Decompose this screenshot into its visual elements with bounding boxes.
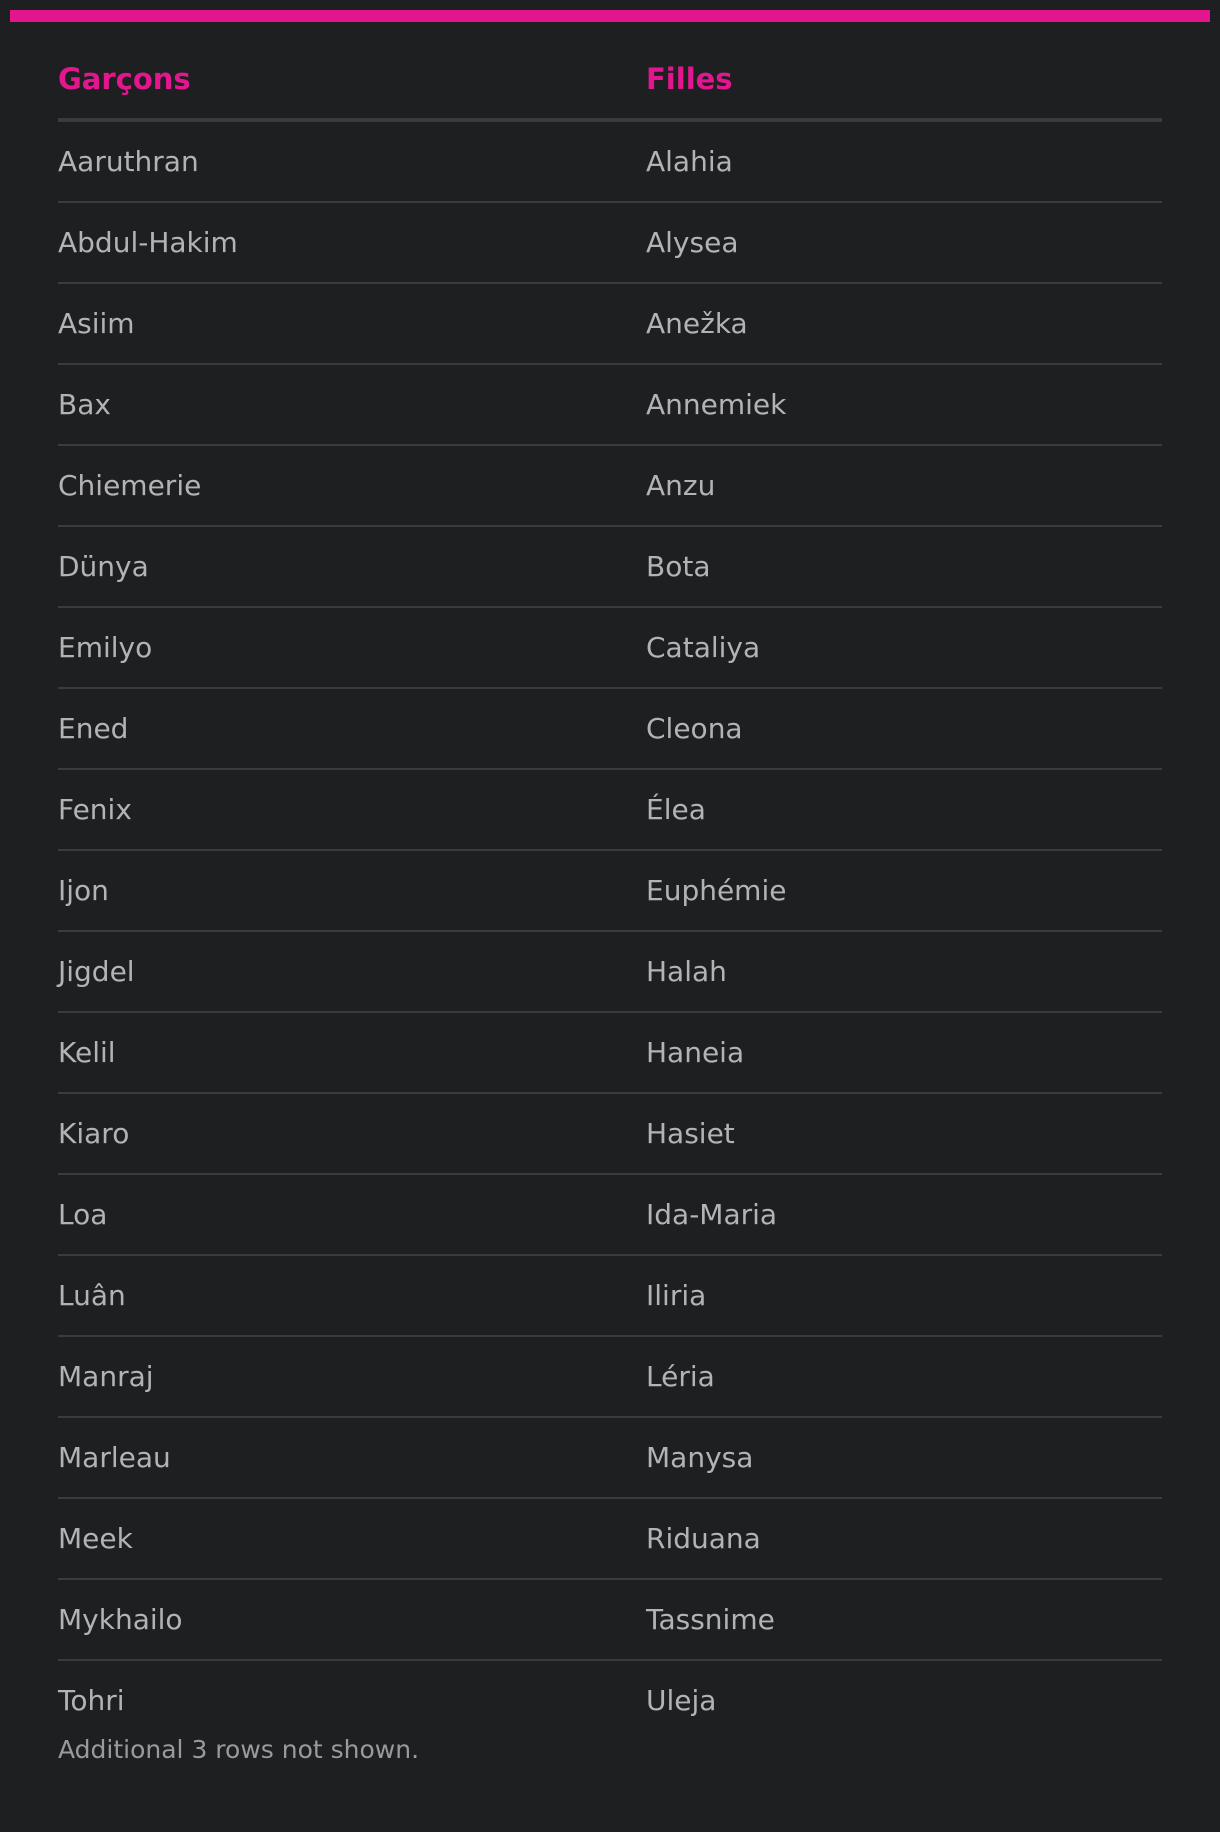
boy-name-cell: Jigdel <box>58 931 646 1012</box>
table-row <box>58 931 1162 1012</box>
boy-name-cell: Kelil <box>58 1012 646 1093</box>
boy-name-cell: Ijon <box>58 850 646 931</box>
girl-name-cell: Halah <box>646 931 1162 1012</box>
table-row <box>58 1579 1162 1660</box>
boy-name-cell: Bax <box>58 364 646 445</box>
girl-name-cell: Haneia <box>646 1012 1162 1093</box>
girl-name-cell: Manysa <box>646 1417 1162 1498</box>
table-row <box>58 1336 1162 1417</box>
table-header <box>58 40 1162 120</box>
table-row <box>58 1174 1162 1255</box>
girl-name-cell: Alahia <box>646 120 1162 202</box>
boy-name-cell: Abdul-Hakim <box>58 202 646 283</box>
boy-name-cell: Meek <box>58 1498 646 1579</box>
table-row <box>58 1660 1162 1740</box>
girl-name-cell: Cataliya <box>646 607 1162 688</box>
girl-name-cell: Iliria <box>646 1255 1162 1336</box>
top-accent-bar <box>10 10 1210 22</box>
boy-name-cell: Emilyo <box>58 607 646 688</box>
table-row <box>58 283 1162 364</box>
table-body <box>58 120 1162 1740</box>
girl-name-cell: Annemiek <box>646 364 1162 445</box>
girl-name-cell: Anežka <box>646 283 1162 364</box>
boy-name-cell: Manraj <box>58 1336 646 1417</box>
girl-name-cell: Bota <box>646 526 1162 607</box>
table-row <box>58 1093 1162 1174</box>
names-table <box>58 40 1162 1740</box>
boy-name-cell: Chiemerie <box>58 445 646 526</box>
table-row <box>58 526 1162 607</box>
boy-name-cell: Luân <box>58 1255 646 1336</box>
column-header-girls: Filles <box>646 40 1162 120</box>
table-row <box>58 202 1162 283</box>
boy-name-cell: Loa <box>58 1174 646 1255</box>
boy-name-cell: Kiaro <box>58 1093 646 1174</box>
girl-name-cell: Riduana <box>646 1498 1162 1579</box>
table-row <box>58 120 1162 202</box>
table-row <box>58 1255 1162 1336</box>
column-header-boys: Garçons <box>58 40 646 120</box>
table-row <box>58 445 1162 526</box>
girl-name-cell: Hasiet <box>646 1093 1162 1174</box>
girl-name-cell: Uleja <box>646 1684 717 1717</box>
girl-name-cell: Élea <box>646 769 1162 850</box>
girl-name-cell: Anzu <box>646 445 1162 526</box>
boy-name-cell: Fenix <box>58 769 646 850</box>
table-row <box>58 1417 1162 1498</box>
table-row <box>58 607 1162 688</box>
boy-name-cell: Ened <box>58 688 646 769</box>
girl-name-cell: Ida-Maria <box>646 1174 1162 1255</box>
table-row <box>58 364 1162 445</box>
girl-name-cell: Tassnime <box>646 1579 1162 1660</box>
boy-name-cell: Marleau <box>58 1417 646 1498</box>
table-row <box>58 1012 1162 1093</box>
header-row <box>58 40 1162 120</box>
girl-name-cell: Euphémie <box>646 850 1162 931</box>
table-row <box>58 1498 1162 1579</box>
boy-name-cell: Asiim <box>58 283 646 364</box>
table-row <box>58 850 1162 931</box>
girl-name-cell: Alysea <box>646 202 1162 283</box>
boy-name-cell: Aaruthran <box>58 120 646 202</box>
table-row <box>58 688 1162 769</box>
boy-name-cell: Tohri <box>58 1684 125 1717</box>
girl-name-cell: Cleona <box>646 688 1162 769</box>
girl-name-cell: Léria <box>646 1336 1162 1417</box>
boy-name-cell: Mykhailo <box>58 1579 646 1660</box>
rows-not-shown-note: Additional 3 rows not shown. <box>58 1735 420 1764</box>
names-table-container <box>58 40 1162 1740</box>
table-row <box>58 769 1162 850</box>
boy-name-cell: Dünya <box>58 526 646 607</box>
